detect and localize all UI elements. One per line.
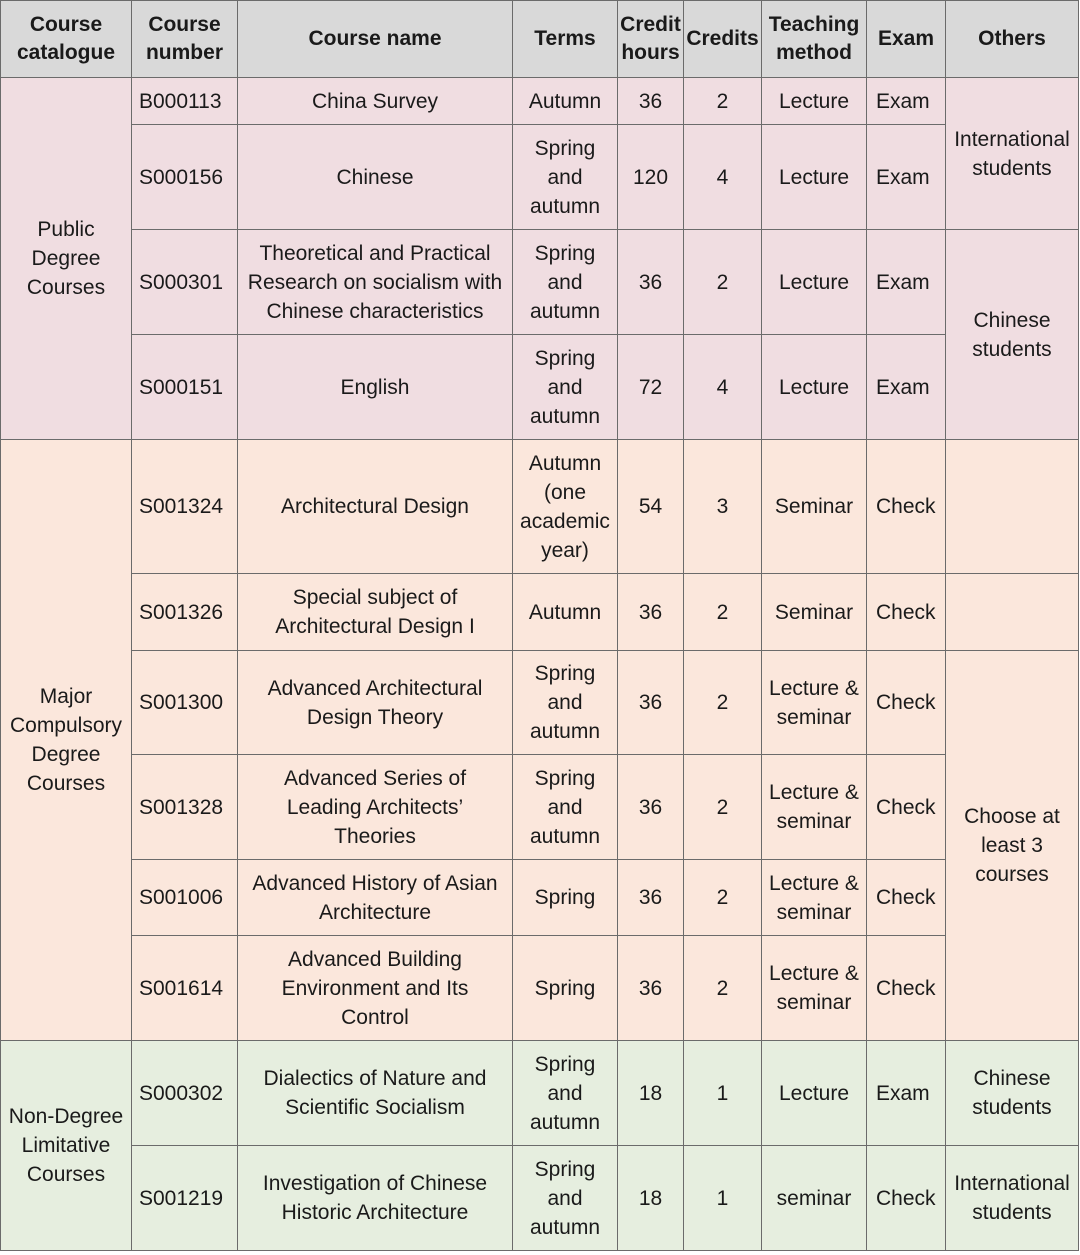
course-hours: 18 <box>618 1041 684 1146</box>
course-credits: 2 <box>684 574 762 651</box>
course-exam: Exam <box>867 230 946 335</box>
course-exam: Check <box>867 860 946 936</box>
course-method: Lecture <box>762 78 867 125</box>
course-name: China Survey <box>238 78 513 125</box>
others-international-1: International students <box>946 78 1079 230</box>
header-others: Others <box>946 1 1079 78</box>
course-method: seminar <box>762 1146 867 1251</box>
course-name: Investigation of Chinese Historic Architecture <box>238 1146 513 1251</box>
header-credits: Credits <box>684 1 762 78</box>
course-hours: 36 <box>618 78 684 125</box>
course-method: Lecture & seminar <box>762 860 867 936</box>
course-exam: Check <box>867 936 946 1041</box>
table-row <box>1 1146 1079 1251</box>
group-public: Public Degree Courses <box>1 78 132 440</box>
header-name: Course name <box>238 1 513 78</box>
table-row <box>1 1041 1079 1146</box>
course-name: Architectural Design <box>238 440 513 574</box>
table-row <box>1 936 1079 1041</box>
header-terms: Terms <box>513 1 618 78</box>
table-row <box>1 335 1079 440</box>
course-name: Dialectics of Nature and Scientific Socialism <box>238 1041 513 1146</box>
course-terms: Spring and autumn <box>513 335 618 440</box>
table-row <box>1 860 1079 936</box>
course-hours: 54 <box>618 440 684 574</box>
course-credits: 1 <box>684 1146 762 1251</box>
course-hours: 36 <box>618 860 684 936</box>
course-number: S001326 <box>132 574 238 651</box>
header-exam: Exam <box>867 1 946 78</box>
course-hours: 120 <box>618 125 684 230</box>
table-row <box>1 651 1079 755</box>
course-terms: Autumn (one academic year) <box>513 440 618 574</box>
others-international-2: International students <box>946 1146 1079 1251</box>
course-terms: Spring and autumn <box>513 1146 618 1251</box>
course-hours: 36 <box>618 755 684 860</box>
course-credits: 2 <box>684 860 762 936</box>
course-credits: 3 <box>684 440 762 574</box>
course-exam: Check <box>867 440 946 574</box>
table-row <box>1 78 1079 125</box>
course-terms: Spring and autumn <box>513 125 618 230</box>
course-method: Lecture & seminar <box>762 755 867 860</box>
course-method: Lecture <box>762 125 867 230</box>
course-name: Advanced History of Asian Architecture <box>238 860 513 936</box>
group-nondegree: Non-Degree Limitative Courses <box>1 1041 132 1251</box>
others-empty <box>946 440 1079 574</box>
table-row <box>1 125 1079 230</box>
course-method: Seminar <box>762 574 867 651</box>
header-hours: Credit hours <box>618 1 684 78</box>
course-number: S001324 <box>132 440 238 574</box>
course-credits: 4 <box>684 125 762 230</box>
course-credits: 2 <box>684 78 762 125</box>
course-credits: 2 <box>684 651 762 755</box>
table-row <box>1 574 1079 651</box>
table-row <box>1 230 1079 335</box>
course-terms: Autumn <box>513 574 618 651</box>
course-credits: 4 <box>684 335 762 440</box>
course-exam: Exam <box>867 78 946 125</box>
table-row <box>1 755 1079 860</box>
header-row <box>1 1 1079 78</box>
header-number: Course number <box>132 1 238 78</box>
course-method: Lecture <box>762 335 867 440</box>
course-number: S000302 <box>132 1041 238 1146</box>
course-method: Seminar <box>762 440 867 574</box>
course-exam: Check <box>867 1146 946 1251</box>
course-hours: 36 <box>618 230 684 335</box>
course-name: Advanced Architectural Design Theory <box>238 651 513 755</box>
course-exam: Check <box>867 651 946 755</box>
course-credits: 2 <box>684 755 762 860</box>
course-method: Lecture <box>762 230 867 335</box>
course-credits: 2 <box>684 230 762 335</box>
header-method: Teaching method <box>762 1 867 78</box>
course-number: S001300 <box>132 651 238 755</box>
course-name: Theoretical and Practical Research on socialism with Chinese characteristics <box>238 230 513 335</box>
course-number: S001614 <box>132 936 238 1041</box>
others-chinese-2: Chinese students <box>946 1041 1079 1146</box>
course-number: S001328 <box>132 755 238 860</box>
group-major: Major Compulsory Degree Courses <box>1 440 132 1041</box>
course-terms: Spring and autumn <box>513 230 618 335</box>
others-chinese-1: Chinese students <box>946 230 1079 440</box>
course-terms: Spring and autumn <box>513 1041 618 1146</box>
course-name: Special subject of Architectural Design I <box>238 574 513 651</box>
course-name: Advanced Building Environment and Its Control <box>238 936 513 1041</box>
course-number: S001219 <box>132 1146 238 1251</box>
course-terms: Spring <box>513 860 618 936</box>
course-hours: 18 <box>618 1146 684 1251</box>
course-method: Lecture & seminar <box>762 936 867 1041</box>
course-number: S001006 <box>132 860 238 936</box>
course-terms: Spring <box>513 936 618 1041</box>
table-row <box>1 440 1079 574</box>
course-hours: 36 <box>618 574 684 651</box>
course-name: Chinese <box>238 125 513 230</box>
course-terms: Spring and autumn <box>513 651 618 755</box>
course-number: S000301 <box>132 230 238 335</box>
course-exam: Exam <box>867 1041 946 1146</box>
course-hours: 36 <box>618 651 684 755</box>
course-hours: 72 <box>618 335 684 440</box>
course-exam: Exam <box>867 125 946 230</box>
course-exam: Exam <box>867 335 946 440</box>
others-empty <box>946 574 1079 651</box>
course-method: Lecture & seminar <box>762 651 867 755</box>
course-credits: 2 <box>684 936 762 1041</box>
course-name: Advanced Series of Leading Architects’ Theories <box>238 755 513 860</box>
course-credits: 1 <box>684 1041 762 1146</box>
header-catalogue: Course catalogue <box>1 1 132 78</box>
others-choose: Choose at least 3 courses <box>946 651 1079 1041</box>
course-terms: Autumn <box>513 78 618 125</box>
course-number: S000156 <box>132 125 238 230</box>
course-number: B000113 <box>132 78 238 125</box>
course-method: Lecture <box>762 1041 867 1146</box>
course-name: English <box>238 335 513 440</box>
course-terms: Spring and autumn <box>513 755 618 860</box>
course-number: S000151 <box>132 335 238 440</box>
course-hours: 36 <box>618 936 684 1041</box>
course-exam: Check <box>867 755 946 860</box>
course-exam: Check <box>867 574 946 651</box>
